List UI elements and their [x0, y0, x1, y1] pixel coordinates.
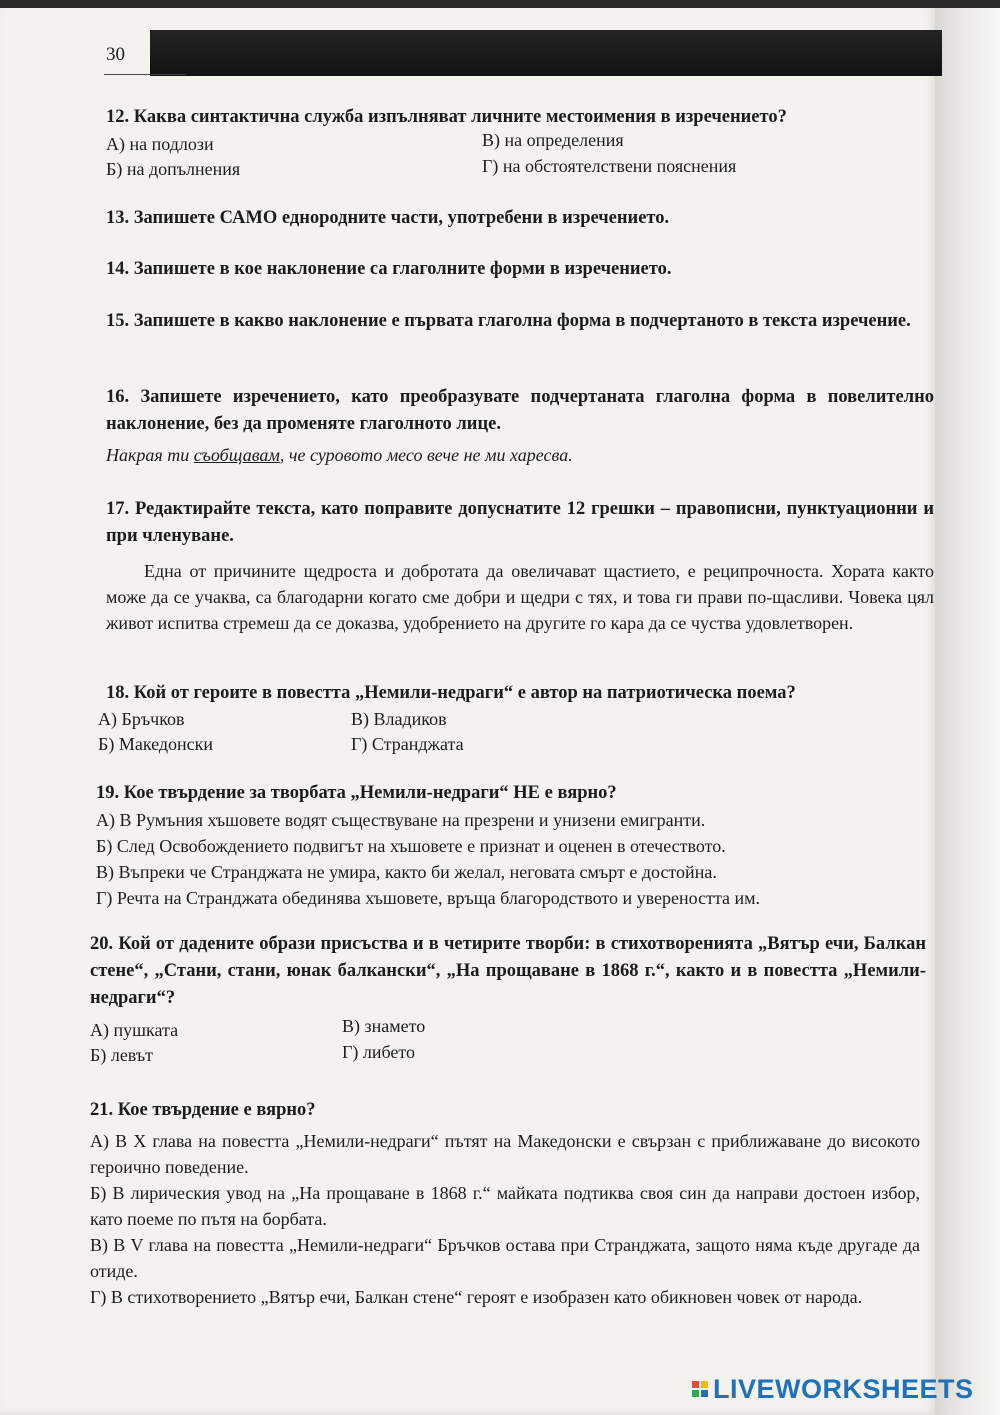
logo-square-yellow	[701, 1381, 708, 1388]
question-15-title: 15. Запишете в какво наклонение е първата глаголна форма в подчертаното в текста изречение.	[106, 311, 911, 331]
question-15	[106, 308, 934, 335]
logo-square-blue	[701, 1390, 708, 1397]
option-v[interactable]: В) Владиков	[351, 709, 447, 729]
logo-square-green	[692, 1390, 699, 1397]
option-v[interactable]: В) на определения	[482, 130, 624, 150]
logo-squares-icon	[692, 1381, 708, 1397]
option-b[interactable]: Б) Македонски	[98, 734, 214, 754]
question-12-title: 12. Каква синтактична служба изпълняват личните местоимения в изречението?	[106, 107, 787, 127]
question-21	[90, 1097, 920, 1310]
option-g[interactable]: Г) Странджата	[351, 734, 464, 754]
option-v[interactable]: В) знамето	[342, 1016, 426, 1036]
question-18	[98, 680, 934, 759]
option-b[interactable]: Б) В лирическия увод на „На прощаване в 1868 г.“ майката подтиква своя син да направи достоен избор, като поеме по пътя на борбата.	[90, 1183, 920, 1229]
question-20-title: 20. Кой от дадените образи присъства и в четирите творби: в стихотворенията „Вятър ечи, Балкан стене“, „Стани, стани, юнак балкански“, „На прощаване в 1868 г.“, както и в повестта „Немили-недраги“?	[90, 934, 926, 1008]
question-18-options	[98, 707, 934, 759]
question-21-title: 21. Кое твърдение е вярно?	[90, 1100, 316, 1120]
underlined-verb: съобщавам	[193, 445, 280, 465]
question-16-sentence	[106, 442, 934, 468]
question-14-title: 14. Запишете в кое наклонение са глаголните форми в изречението.	[106, 259, 672, 279]
question-17-text: Една от причините щедроста и добротата да овеличават щастието, е реципрочноста. Хората както може да се учаква, са благодарни когато сме добри и щедри с тях, и това ги прави по-щасливи. Човека цял живот испитва стремеш да се доказва, удобрението на другите го кара да се чуства удовлетворен.	[106, 561, 934, 633]
question-12	[106, 104, 934, 183]
question-16	[106, 384, 934, 468]
sentence-start: Накрая ти	[106, 445, 194, 465]
option-b[interactable]: Б) левът	[90, 1045, 154, 1065]
page-edge-shadow	[935, 0, 1000, 1415]
option-g[interactable]: Г) на обстоятелствени пояснения	[482, 156, 737, 176]
question-17	[106, 496, 934, 636]
header-bar	[150, 30, 942, 76]
logo-square-red	[692, 1381, 699, 1388]
option-b[interactable]: Б) След Освобождението подвигът на хъшовете е признат и оценен в отечеството.	[96, 836, 726, 856]
option-a[interactable]: А) В Х глава на повестта „Немили-недраги“ пътят на Македонски е свързан с приближаване до високото героично поведение.	[90, 1131, 920, 1177]
question-12-options	[106, 131, 934, 183]
liveworksheets-logo	[692, 1372, 974, 1406]
question-13-title: 13. Запишете САМО еднородните части, употребени в изречението.	[106, 208, 670, 228]
question-16-title: 16. Запишете изречението, като преобразувате подчертаната глаголна форма в повелително наклонение, без да променяте глаголното лице.	[106, 387, 934, 434]
question-19-title: 19. Кое твърдение за творбата „Немили-недраги“ НЕ е вярно?	[96, 783, 617, 803]
option-a[interactable]: А) на подлози	[106, 134, 214, 154]
option-a[interactable]: А) Бръчков	[98, 709, 185, 729]
option-g[interactable]: Г) Речта на Странджата обединява хъшовете, връща благородството и увереността им.	[96, 888, 761, 908]
option-b[interactable]: Б) на допълнения	[106, 159, 241, 179]
question-17-title: 17. Редактирайте текста, като поправите допуснатите 12 грешки – правописни, пунктуационни и при членуване.	[106, 499, 934, 546]
header-rule	[104, 74, 186, 75]
question-20-options	[90, 1018, 926, 1072]
question-18-title: 18. Кой от героите в повестта „Немили-недраги“ е автор на патриотическа поема?	[106, 683, 796, 703]
question-14	[106, 256, 934, 283]
question-13	[106, 205, 934, 232]
question-19	[96, 780, 936, 911]
sentence-end: , че суровото месо вече не ми харесва.	[279, 445, 573, 465]
option-v[interactable]: В) В V глава на повестта „Немили-недраги“ Бръчков остава при Странджата, защото няма къде другаде да отиде.	[90, 1235, 920, 1281]
option-g[interactable]: Г) либето	[342, 1042, 416, 1062]
option-a[interactable]: А) В Румъния хъшовете водят съществуване на презрени и унизени емигранти.	[96, 810, 706, 830]
question-20	[90, 931, 926, 1072]
page-top-edge	[0, 0, 1000, 8]
option-g[interactable]: Г) В стихотворението „Вятър ечи, Балкан стене“ героят е изобразен като обикновен човек от народа.	[90, 1287, 863, 1307]
option-v[interactable]: В) Въпреки че Странджата не умира, както би желал, неговата смърт е достойна.	[96, 862, 717, 882]
page-number: 30	[106, 44, 125, 65]
logo-text: LIVEWORKSHEETS	[713, 1373, 974, 1404]
option-a[interactable]: А) пушката	[90, 1020, 179, 1040]
